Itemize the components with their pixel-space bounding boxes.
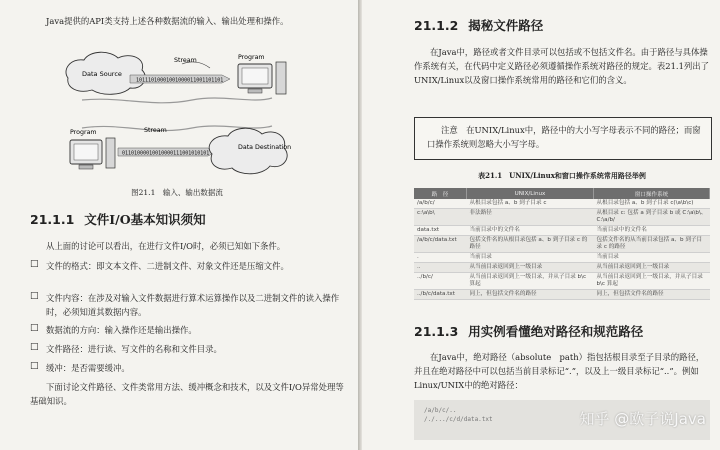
list-item-text: 文件的格式：即文本文件、二进制文件、对象文件还是压缩文件。 (46, 261, 289, 271)
table-row (414, 236, 710, 253)
top-stream-label: Stream (174, 57, 197, 64)
right-page (362, 0, 720, 450)
top-program-label: Program (238, 54, 265, 61)
intro-text: Java提供的API类支持上述各种数据流的输入、输出处理和操作。 (46, 16, 289, 26)
table-cell: 从根目录包括 a、b 到子目录 c(\a\b\c) (594, 199, 710, 209)
table-cell: 当前目录 (467, 253, 594, 263)
table-cell: 包括文件名的从根目录包括 a、b 到子目录 c 的路径 (467, 236, 594, 253)
list-item (30, 259, 346, 273)
bottom-program-label: Program (70, 129, 97, 136)
list-item-text: 文件路径：进行读、写文件的名称和文件目录。 (46, 344, 222, 354)
table-cell: 非法路径 (467, 209, 594, 226)
table-cell: 同上，但包括文件名的路径 (467, 290, 594, 300)
section-title: 揭秘文件路径 (468, 18, 544, 33)
computer-monitor-icon (70, 138, 115, 169)
table-cell: 包括文件名的从当前目录包括 a、b 到子目录 c 的路径 (594, 236, 710, 253)
table-cell: c:\a\b\ (414, 209, 467, 226)
section-heading-21-1-3 (414, 322, 643, 340)
note-text: 注意 在UNIX/Linux中，路径中的大小写字母表示不同的路径；而窗口操作系统则忽略大小写字母。 (427, 125, 701, 149)
section-number: 21.1.1 (30, 212, 75, 227)
table-cell: /a/b/c/data.txt (414, 236, 467, 253)
table-cell: .. (414, 263, 467, 273)
list-item-text: 数据流的方向：输入操作还是输出操作。 (46, 325, 197, 335)
table-cell: 同上，但包括文件名的路径 (594, 290, 710, 300)
table-cell: . (414, 253, 467, 263)
checkbox-bullet-icon: □ (30, 259, 39, 269)
checkbox-bullet-icon: □ (30, 323, 39, 333)
table-cell: 当前目录中的文件名 (467, 226, 594, 236)
table-cell: 从当前目录返回到上一级目录 (467, 263, 594, 273)
path-table (414, 188, 710, 300)
data-source-label: Data Source (82, 70, 122, 78)
bottom-stream-bits: 01101000010010000111001010101 (122, 150, 210, 157)
table-row (414, 273, 710, 290)
list-item (30, 323, 346, 337)
column-header: 窗口操作系统 (594, 188, 710, 199)
figure-caption: 图21.1 输入、输出数据流 (131, 188, 223, 197)
checkbox-bullet-icon: □ (30, 342, 39, 352)
table-row (414, 226, 710, 236)
top-stream-bits: 10111010001001000011001101101 (136, 77, 224, 84)
paragraph: 下面讨论文件路径、文件类常用方法、缓冲概念和技术，以及文件I/O异常处理等基础知识。 (30, 382, 344, 406)
table-cell: ../b/c/ (414, 273, 467, 290)
paragraph: 在Java中，路径或者文件目录可以包括或不包括文件名。由于路径与具体操作系统有关，在代码中定义路径必须遵循操作系统对路径的规定。表21.1列出了UNIX/Linux以及窗口操作系统常用的路径和它们的含义。 (414, 47, 710, 85)
table-cell: 从当前目录返回到上一级目录，并从子目录 b\c 算起 (594, 273, 710, 290)
paragraph: 从上面的讨论可以看出，在进行文件I/O时，必须已知如下条件。 (46, 241, 286, 251)
table-cell: data.txt (414, 226, 467, 236)
list-item-text: 文件内容：在涉及对输入文件数据进行算术运算操作以及二进制文件的读入操作时，必须知道其数据内容。 (46, 293, 340, 317)
code-line: /a/b/c/.. (424, 407, 457, 414)
section-number: 21.1.3 (414, 324, 459, 339)
column-header: 路 径 (414, 188, 467, 199)
checkbox-bullet-icon: □ (30, 361, 39, 371)
section-title: 用实例看懂绝对路径和规范路径 (468, 324, 644, 339)
table-row (414, 253, 710, 263)
section-heading-21-1-2 (414, 16, 543, 34)
table-cell: 从当前目录返回到上一级目录 (594, 263, 710, 273)
watermark-text: 知乎 @欧子说Java (579, 410, 706, 428)
data-destination-label: Data Destination (238, 144, 292, 151)
table-cell: 从当前目录返回到上一级目录，并从子目录 b\c 算起 (467, 273, 594, 290)
section-number: 21.1.2 (414, 18, 459, 33)
list-item-text: 缓冲：是否需要缓冲。 (46, 363, 130, 373)
section-heading-21-1-1 (30, 210, 206, 228)
table-header-row (414, 188, 710, 199)
table-cell: /a/b/c/ (414, 199, 467, 209)
table-cell: 当前目录 (594, 253, 710, 263)
list-item (30, 342, 346, 356)
table-cell: 当前目录中的文件名 (594, 226, 710, 236)
list-item (30, 291, 346, 319)
paragraph: 在Java中，绝对路径（absolute path）指包括根目录至子目录的路径，并且在绝对路径中可以包括当前目录标记“.”，以及上一级目录标记“..”。例如Linux/UNIX中的绝对路径： (414, 352, 705, 390)
section-title: 文件I/O基本知识须知 (84, 212, 206, 227)
left-page (0, 0, 358, 450)
table-row (414, 290, 710, 300)
table-row (414, 199, 710, 209)
table-cell: 从根目录 c: 包括 a 到子目录 b 或 C:\a\b\、C:\a/b/ (594, 209, 710, 226)
table-cell: ../b/c/data.txt (414, 290, 467, 300)
list-item (30, 361, 346, 375)
code-line: /./.../c/d/data.txt (424, 416, 493, 423)
table-row (414, 263, 710, 273)
checkbox-bullet-icon: □ (30, 291, 39, 301)
column-header: UNIX/Linux (467, 188, 594, 199)
note-box (414, 117, 712, 160)
computer-monitor-icon (238, 62, 286, 94)
io-stream-diagram (62, 48, 292, 183)
table-cell: 从根目录包括 a、b 到子目录 c (467, 199, 594, 209)
table-row (414, 209, 710, 226)
data-destination-cloud-icon (209, 128, 287, 174)
table-caption: 表21.1 UNIX/Linux和窗口操作系统常用路径举例 (478, 171, 646, 180)
bottom-stream-label: Stream (144, 127, 167, 134)
